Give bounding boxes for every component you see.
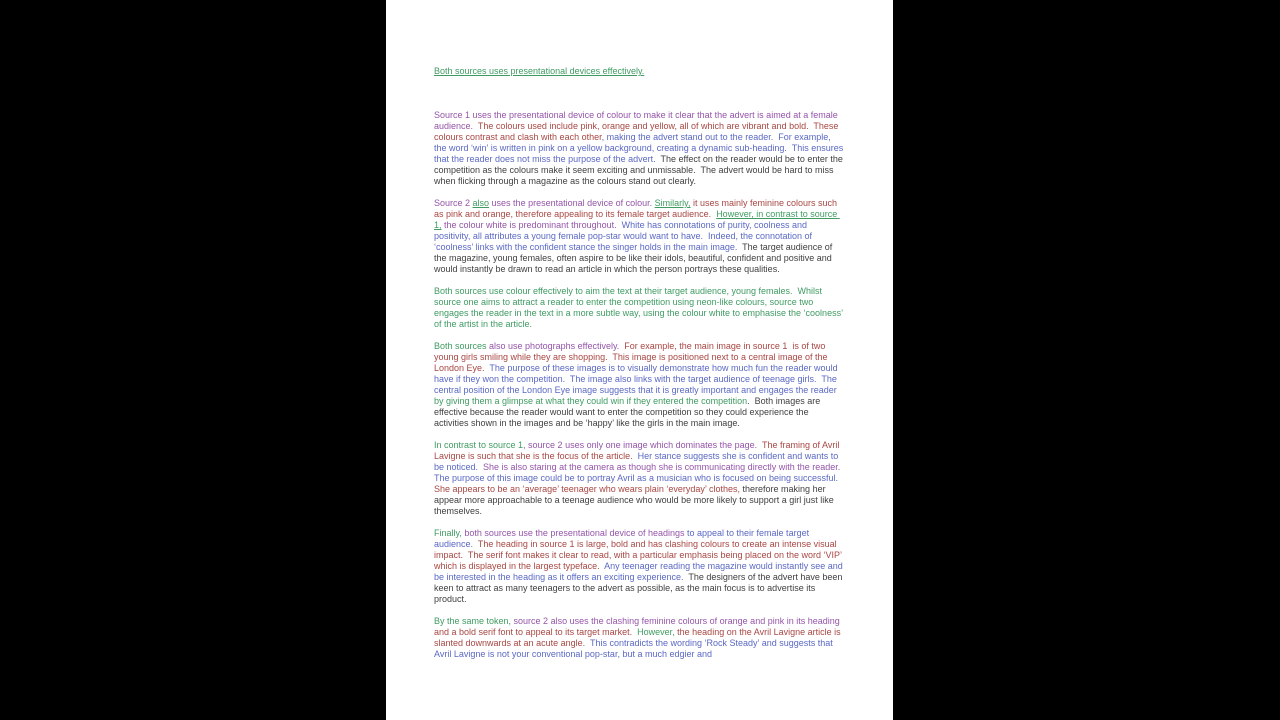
text-run: However, bbox=[632, 627, 675, 637]
text-run: She appears to be an ‘average’ teenager who wears plain ‘everyday’ clothes, bbox=[434, 473, 844, 494]
text-run: and a bold serif font to appeal to its target market. bbox=[434, 616, 843, 637]
text-run: For example, the main image in source 1 is of two young girls smiling while they are shopping. This image is positioned next to a central image of the London Eye. bbox=[434, 341, 831, 373]
essay-paragraph bbox=[434, 286, 845, 330]
essay-paragraph bbox=[434, 110, 845, 187]
text-run: By the same token, bbox=[434, 616, 512, 626]
text-run: to appeal to their female target audience. bbox=[434, 528, 812, 549]
text-run: also use photographs effectively. bbox=[489, 341, 620, 351]
essay-paragraph bbox=[434, 341, 845, 429]
essay-paragraph bbox=[434, 616, 845, 660]
text-run: However, in contrast to source 1, bbox=[434, 209, 840, 230]
text-run: Similarly, bbox=[654, 198, 691, 208]
text-run: In contrast to source 1 bbox=[434, 440, 524, 450]
text-run: The target audience of the magazine, young females, often aspire to be like their idols, beautiful, confident and positive and would instantly be drawn to read an article in which the person portrays these qualities. bbox=[434, 242, 835, 274]
text-run: The designers of the advert have been keen to attract as many teenagers to the advert as possible, as the main focus is to advertise its product. bbox=[434, 572, 845, 604]
text-run: The effect on the reader would be to enter the competition as the colours make it seem exciting and unmissable. The advert would be hard to miss when flicking through a magazine as the colours stand out clearly. bbox=[434, 154, 846, 186]
text-run: Both sources bbox=[434, 341, 490, 351]
text-run: The framing of Avril Lavigne is such that she is the focus of the article. bbox=[434, 440, 842, 461]
essay-paragraph bbox=[434, 528, 845, 605]
text-run: Source 2 bbox=[434, 198, 473, 208]
text-run: , source 2 uses only one image which dominates the page. bbox=[523, 440, 758, 450]
document-page bbox=[386, 0, 893, 720]
text-run: Both sources uses presentational devices effectively. bbox=[434, 66, 645, 76]
text-run: it uses mainly feminine colours such as pink and orange, therefore appealing to its female target audience. bbox=[434, 198, 840, 219]
text-run: the colour white is predominant throughout. bbox=[441, 220, 617, 230]
text-run: the heading on the Avril Lavigne article is slanted downwards at an acute angle. bbox=[434, 627, 844, 648]
text-run: The purpose of these images is to visually demonstrate how much fun the reader would have if they won the competition. The image also links with the target audience of teenage girls. The central position of the London Eye image suggests that it is greatly important and engages the reader bbox=[434, 363, 841, 395]
text-run: Finally, bbox=[434, 528, 462, 538]
text-run: Her stance suggests she is confident and wants to be noticed. bbox=[434, 451, 841, 472]
text-run: The heading in source 1 is large, bold and has clashing colours to create an intense visual impact. The serif font makes it clear to read, with a particular emphasis being placed on the word ‘VIP’ which is displayed in the largest typeface. bbox=[434, 539, 845, 571]
essay-paragraph bbox=[434, 440, 845, 517]
essay-document bbox=[434, 44, 845, 660]
text-run: Any teenager reading the magazine would instantly see and be interested in the heading as it offers an exciting experience. bbox=[434, 561, 846, 582]
text-run: The purpose of this image could be to portray Avril as a musician who is focused on being successful. bbox=[434, 462, 846, 483]
text-run: This contradicts the wording ‘Rock Steady’ and suggests that Avril Lavigne is not your conventional pop-star, but a much edgier and bbox=[434, 638, 835, 659]
text-run: , making the advert stand out to the reader. For example, the word ‘win’ is written in pink on a yellow background, creating a dynamic sub-heading. This ensures that the reader does not miss the purpose of the advert. bbox=[434, 132, 846, 164]
text-run: source 2 also uses the clashing feminine colours of orange and pink in its heading bbox=[511, 616, 840, 626]
text-run: . Both images are effective because the reader would want to enter the competition so they could experience the activities shown in the images and be ‘happy’ like the girls in the main image. bbox=[434, 396, 823, 428]
text-run: therefore making her appear more approachable to a teenage audience who would be more likely to support a girl just like themselves. bbox=[434, 484, 837, 516]
text-run: by giving them a glimpse at what they could win if they entered the competition bbox=[434, 396, 748, 406]
text-run: both sources use the presentational device of headings bbox=[461, 528, 685, 538]
essay-paragraph bbox=[434, 198, 845, 275]
text-run: White has connotations of purity, coolness and positivity, all attributes a young female pop-star would want to have. Indeed, the connotation of ‘coolness’ links with the confident stance the singer holds in the main image. bbox=[434, 220, 815, 252]
text-run: uses the presentational device of colour. bbox=[489, 198, 655, 208]
text-run: Source 1 uses the presentational device of colour to make it clear that the advert is aimed at a female audience. bbox=[434, 110, 841, 131]
text-run: Both sources use colour effectively to aim the text at their target audience, young females. Whilst source one aims to attract a reader to enter the competition using neon-like colours, source two engages the reader in the text in a more subtle way, using the colour white to emphasise the ‘coolness’ of the artist in the article. bbox=[434, 286, 846, 329]
text-run: The colours used include pink, orange and yellow, all of which are vibrant and bold. These colours contrast and clash with each other bbox=[434, 121, 841, 142]
text-run: She is also staring at the camera as though she is communicating directly with the reader. bbox=[478, 462, 841, 472]
essay-heading bbox=[434, 66, 845, 77]
text-run: also bbox=[472, 198, 490, 208]
